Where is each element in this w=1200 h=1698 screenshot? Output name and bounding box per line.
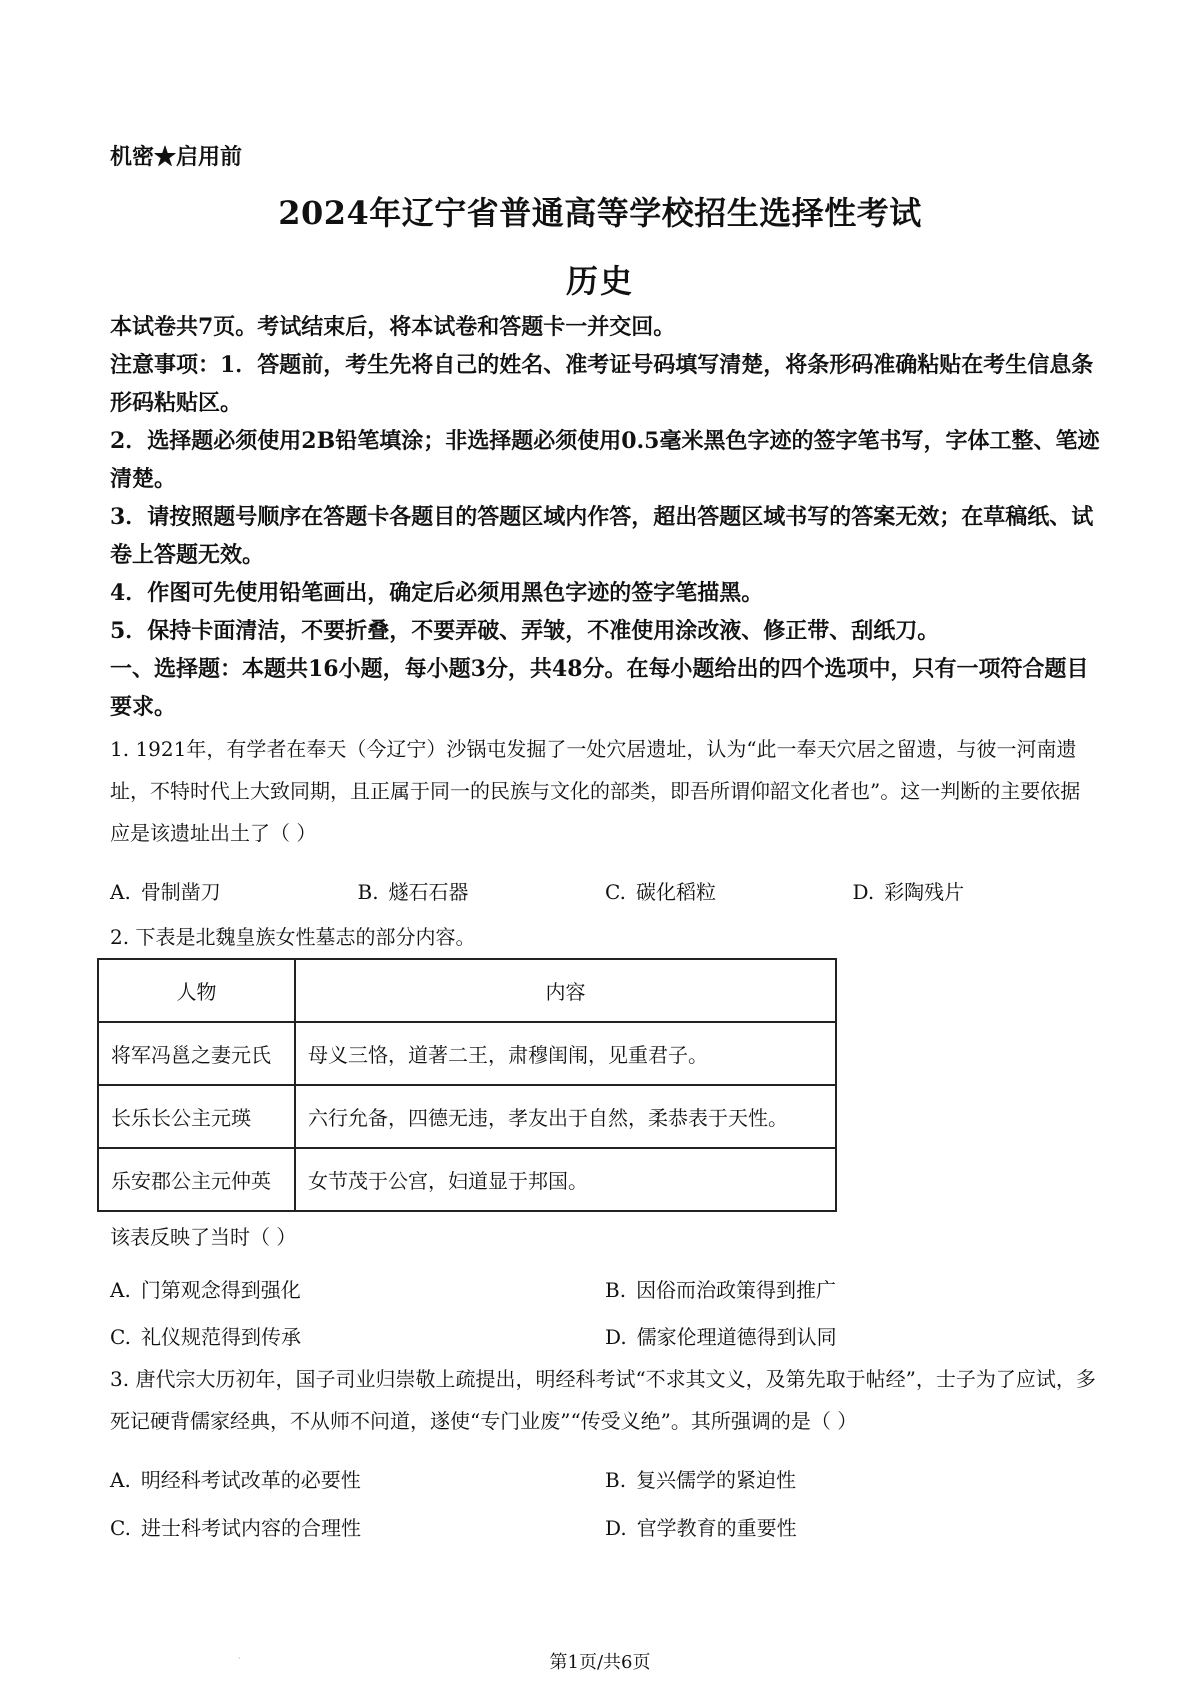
question-2 xyxy=(110,916,1100,958)
question-stem: 1. 1921年，有学者在奉天（今辽宁）沙锅屯发掘了一处穴居遗址，认为“此一奉天穴居之留遗，与彼一河南遗址，不特时代上大致同期，且正属于同一的民族与文化的部类，即吾所谓仰韶文化者也”。这一判断的主要依据应是该遗址出土了（ ） xyxy=(110,737,1081,845)
table-cell: 乐安郡公主元仲英 xyxy=(98,1148,295,1211)
option-b[interactable]: B. 因俗而治政策得到推广 xyxy=(605,1278,837,1302)
exam-instructions xyxy=(110,308,1100,726)
option-c[interactable]: C. 礼仪规范得到传承 xyxy=(110,1325,301,1349)
option-b[interactable]: B. 燧石石器 xyxy=(357,880,469,904)
confidential-label: 机密★启用前 xyxy=(110,144,243,170)
instruction-line: 3．请按照题号顺序在答题卡各题目的答题区域内作答，超出答题区域书写的答案无效；在草稿纸、试卷上答题无效。 xyxy=(110,504,1094,568)
question-3-options-row2 xyxy=(110,1512,1100,1541)
table-cell: 长乐长公主元瑛 xyxy=(98,1085,295,1148)
option-a[interactable]: A. 明经科考试改革的必要性 xyxy=(110,1468,361,1492)
table-row xyxy=(98,1085,836,1148)
table-cell: 母义三恪，道著二王，肃穆闺闱，见重君子。 xyxy=(295,1022,836,1085)
exam-title: 2024年辽宁省普通高等学校招生选择性考试 xyxy=(278,194,922,232)
table-header-cell: 内容 xyxy=(295,959,836,1022)
section-heading: 一、选择题：本题共16小题，每小题3分，共48分。在每小题给出的四个选项中，只有一项符合题目要求。 xyxy=(110,656,1089,720)
option-c[interactable]: C. 进士科考试内容的合理性 xyxy=(110,1516,361,1540)
question-1-options xyxy=(110,876,1100,905)
table-row xyxy=(98,1148,836,1211)
instruction-line: 2．选择题必须使用2B铅笔填涂；非选择题必须使用0.5毫米黑色字迹的签字笔书写，字体工整、笔迹清楚。 xyxy=(110,428,1100,492)
question-3 xyxy=(110,1358,1100,1442)
subject-title: 历史 xyxy=(565,262,634,300)
epitaph-table xyxy=(97,958,837,1212)
option-a[interactable]: A. 骨制凿刀 xyxy=(110,880,221,904)
question-stem: 该表反映了当时（ ） xyxy=(110,1225,297,1249)
question-3-options-row1 xyxy=(110,1464,1100,1493)
page-number: 第1页/共6页 xyxy=(549,1652,651,1673)
table-cell: 六行允备，四德无违，孝友出于自然，柔恭表于天性。 xyxy=(295,1085,836,1148)
question-1 xyxy=(110,728,1100,854)
table-cell: 女节茂于公宫，妇道显于邦国。 xyxy=(295,1148,836,1211)
option-d[interactable]: D. 官学教育的重要性 xyxy=(605,1516,797,1540)
option-b[interactable]: B. 复兴儒学的紧迫性 xyxy=(605,1468,797,1492)
question-2-options-row2 xyxy=(110,1321,1100,1350)
question-2-prompt xyxy=(110,1216,1100,1258)
stray-mark: · xyxy=(238,1654,241,1663)
option-d[interactable]: D. 彩陶残片 xyxy=(852,880,965,904)
instruction-line: 5．保持卡面清洁，不要折叠，不要弄破、弄皱，不准使用涂改液、修正带、刮纸刀。 xyxy=(110,618,940,644)
table-row xyxy=(98,1022,836,1085)
option-a[interactable]: A. 门第观念得到强化 xyxy=(110,1278,301,1302)
instruction-line: 注意事项：1．答题前，考生先将自己的姓名、准考证号码填写清楚，将条形码准确粘贴在考生信息条形码粘贴区。 xyxy=(110,352,1094,416)
option-c[interactable]: C. 碳化稻粒 xyxy=(605,880,716,904)
intro-line: 本试卷共7页。考试结束后，将本试卷和答题卡一并交回。 xyxy=(110,314,676,340)
table-header-row xyxy=(98,959,836,1022)
question-2-options-row1 xyxy=(110,1274,1100,1303)
table-header-cell: 人物 xyxy=(98,959,295,1022)
option-d[interactable]: D. 儒家伦理道德得到认同 xyxy=(605,1325,837,1349)
question-stem: 2. 下表是北魏皇族女性墓志的部分内容。 xyxy=(110,925,476,949)
table-cell: 将军冯邕之妻元氏 xyxy=(98,1022,295,1085)
instruction-line: 4．作图可先使用铅笔画出，确定后必须用黑色字迹的签字笔描黑。 xyxy=(110,580,764,606)
question-stem: 3. 唐代宗大历初年，国子司业归崇敬上疏提出，明经科考试“不求其文义，及第先取于帖经”，士子为了应试，多死记硬背儒家经典，不从师不问道，遂使“专门业废”“传受义绝”。其所强调的是（ ） xyxy=(110,1367,1096,1433)
